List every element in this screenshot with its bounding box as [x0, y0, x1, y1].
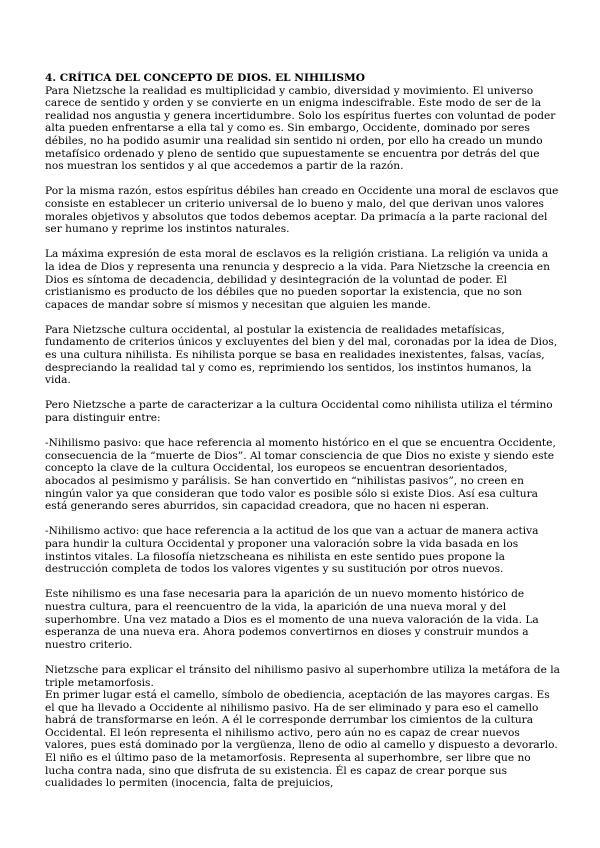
- section-title: 4. CRÍTICA DEL CONCEPTO DE DIOS. EL NIHILISMO: [45, 72, 365, 84]
- paragraph-reality: Para Nietzsche la realidad es multiplicidad y cambio, diversidad y movimiento. El universo carece de sentido y orden y se convierte en un enigma indescifrable. Este modo de ser de la realidad nos angustia y genera incertidumbre. Solo los espíritus fuertes con voluntad de poder alta pueden enfrentarse a ella tal y como es. Sin embargo, Occidente, dominado por seres débiles, no ha podido asumir una realidad sin sentido ni orden, por ello ha creado un mundo metafísico ordenado y pleno de sentido que supuestamente se encuentra por detrás del que nos muestran los sentidos y al que accedemos a partir de la razón.: [45, 84, 556, 173]
- paragraph-active-nihilism: -Nihilismo activo: que hace referencia a la actitud de los que van a actuar de manera activa para hundir la cultura Occidental y proponer una valoración sobre la vida basada en los instintos vitales. La filosofía nietzscheana es nihilista en este sentido pues propone la destrucción completa de todos los valores vigentes y su sustitución por otros nuevos.: [45, 525, 539, 576]
- paragraph-nihilist-culture: Para Nietzsche cultura occidental, al postular la existencia de realidades metafísicas, fundamento de criterios únicos y excluyentes del bien y del mal, coronadas por la idea de Dios, es una cultura nihilista. Es nihilista porque se basa en realidades inexistentes, falsas, vacías, despreciando la realidad tal y como es, reprimiendo los sentidos, los instintos humanos, la vida.: [45, 323, 558, 387]
- paragraph-slave-morality: Por la misma razón, estos espíritus débiles han creado en Occidente una moral de esclavos que consiste en establecer un criterio universal de lo bueno y malo, del que derivan unos valores morales objetivos y absolutos que todos debemos aceptar. Da primacía a la parte racional del ser humano y reprime los instintos naturales.: [45, 185, 559, 236]
- paragraph-distinction: Pero Nietzsche a parte de caracterizar a la cultura Occidental como nihilista utiliza el término para distinguir entre:: [45, 399, 553, 425]
- paragraph-passive-nihilism: -Nihilismo pasivo: que hace referencia al momento histórico en el que se encuentra Occidente, consecuencia de la “muerte de Dios”. Al tomar consciencia de que Dios no existe y siendo este concepto la clave de la cultura Occidental, los europeos se encuentran desorientados, abocados al pesimismo y parálisis. Se han convertido en “nihilistas pasivos”, no creen en ningún valor ya que consideran que todo valor es posible sólo si existe Dios. Así esa cultura está generando seres aburridos, sin capacidad creadora, que no hacen ni esperan.: [45, 437, 556, 513]
- paragraph-necessary-phase: Este nihilismo es una fase necesaria para la aparición de un nuevo momento histórico de nuestra cultura, para el reencuentro de la vida, la aparición de una nueva moral y del superhombre. Una vez matado a Dios es el momento de una nueva valoración de la vida. La esperanza de una nueva era. Ahora podemos convertirnos en dioses y construir mundos a nuestro criterio.: [45, 588, 539, 651]
- document-page: [45, 72, 560, 802]
- paragraph-metamorphosis: En primer lugar está el camello, símbolo de obediencia, aceptación de las mayores cargas. Es el que ha llevado a Occidente al nihilismo pasivo. Ha de ser eliminado y para eso el camello habrá de transformarse en león. A él le corresponde derrumbar los cimientos de la cultura Occidental. El león representa el nihilismo activo, pero aún no es capaz de crear nuevos valores, pues está dominado por la vergüenza, lleno de odio al camello y dispuesto a devorarlo. El niño es el último paso de la metamorfosis. Representa al superhombre, ser libre que no lucha contra nada, sino que disfruta de su existencia. Él es capaz de crear porque sus cualidades lo permiten (inocencia, falta de prejuicios,: [45, 689, 558, 790]
- paragraph-christianity: La máxima expresión de esta moral de esclavos es la religión cristiana. La religión va unida a la idea de Dios y representa una renuncia y desprecio a la vida. Para Nietzsche la creencia en Dios es síntoma de decadencia, debilidad y desintegración de la voluntad de poder. El cristianismo es producto de los débiles que no pueden soportar la existencia, que no son capaces de mandar sobre sí mismos y necesitan que alguien les mande.: [45, 248, 550, 311]
- paragraph-metamorphosis-intro: Nietzsche para explicar el tránsito del nihilismo pasivo al superhombre utiliza la metáfora de la triple metamorfosis.: [45, 663, 560, 689]
